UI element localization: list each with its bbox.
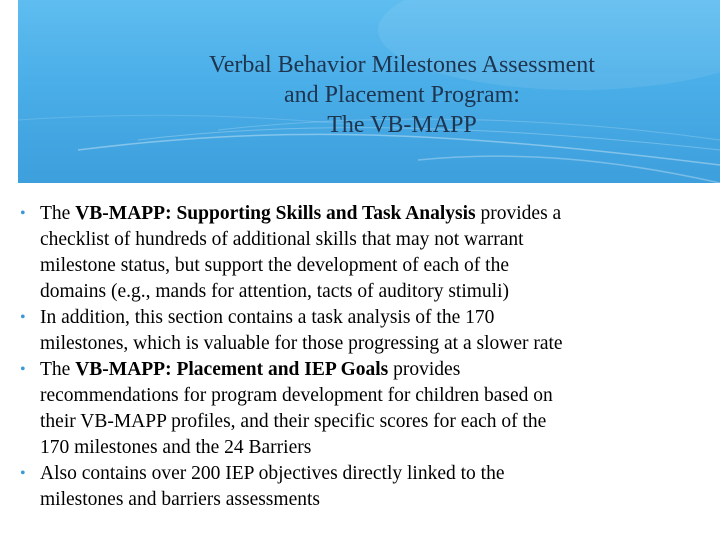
bullet-item [0,357,712,461]
bullet-item [0,305,712,357]
bullet-line [40,487,712,513]
bullet-line [40,383,712,409]
bullet-line [40,409,712,435]
bullet-marker-icon: • [20,361,26,378]
bullet-bold-text: VB-MAPP: Placement and IEP Goals [75,359,389,380]
bullet-text: 170 milestones and the 24 Barriers [40,437,312,458]
bullet-text: checklist of hundreds of additional skills that may not warrant [40,229,524,250]
bullet-line [40,279,712,305]
bullet-text: recommendations for program development for children based on [40,385,553,406]
bullet-text: their VB-MAPP profiles, and their specific scores for each of the [40,411,547,432]
title-line-2: and Placement Program: [284,82,520,108]
bullet-text: domains (e.g., mands for attention, tacts of auditory stimuli) [40,281,509,302]
bullet-text: milestones and barriers assessments [40,489,320,510]
slide-title [18,50,720,140]
bullet-text: In addition, this section contains a task analysis of the 170 [40,307,495,328]
title-banner [18,0,720,183]
bullet-text: Also contains over 200 IEP objectives directly linked to the [40,463,505,484]
bullet-line [40,357,712,383]
bullet-text: provides [388,359,461,380]
bullet-line [40,253,712,279]
title-line-1: Verbal Behavior Milestones Assessment [209,52,595,78]
bullet-line [40,201,712,227]
bullet-line [40,227,712,253]
bullet-line [40,305,712,331]
bullet-text: The [40,203,76,224]
bullet-text: The [40,359,76,380]
bullet-marker-icon: • [20,309,26,326]
bullet-text: milestones, which is valuable for those progressing at a slower rate [40,333,563,354]
bullet-line [40,461,712,487]
bullet-line [40,435,712,461]
bullet-list [0,201,712,513]
bullet-marker-icon: • [20,205,26,222]
bullet-item [0,201,712,305]
title-line-3: The VB-MAPP [327,112,477,138]
bullet-marker-icon: • [20,465,26,482]
bullet-bold-text: VB-MAPP: Supporting Skills and Task Analysis [75,203,476,224]
bullet-text: provides a [475,203,562,224]
bullet-line [40,331,712,357]
bullet-item [0,461,712,513]
bullet-text: milestone status, but support the development of each of the [40,255,509,276]
